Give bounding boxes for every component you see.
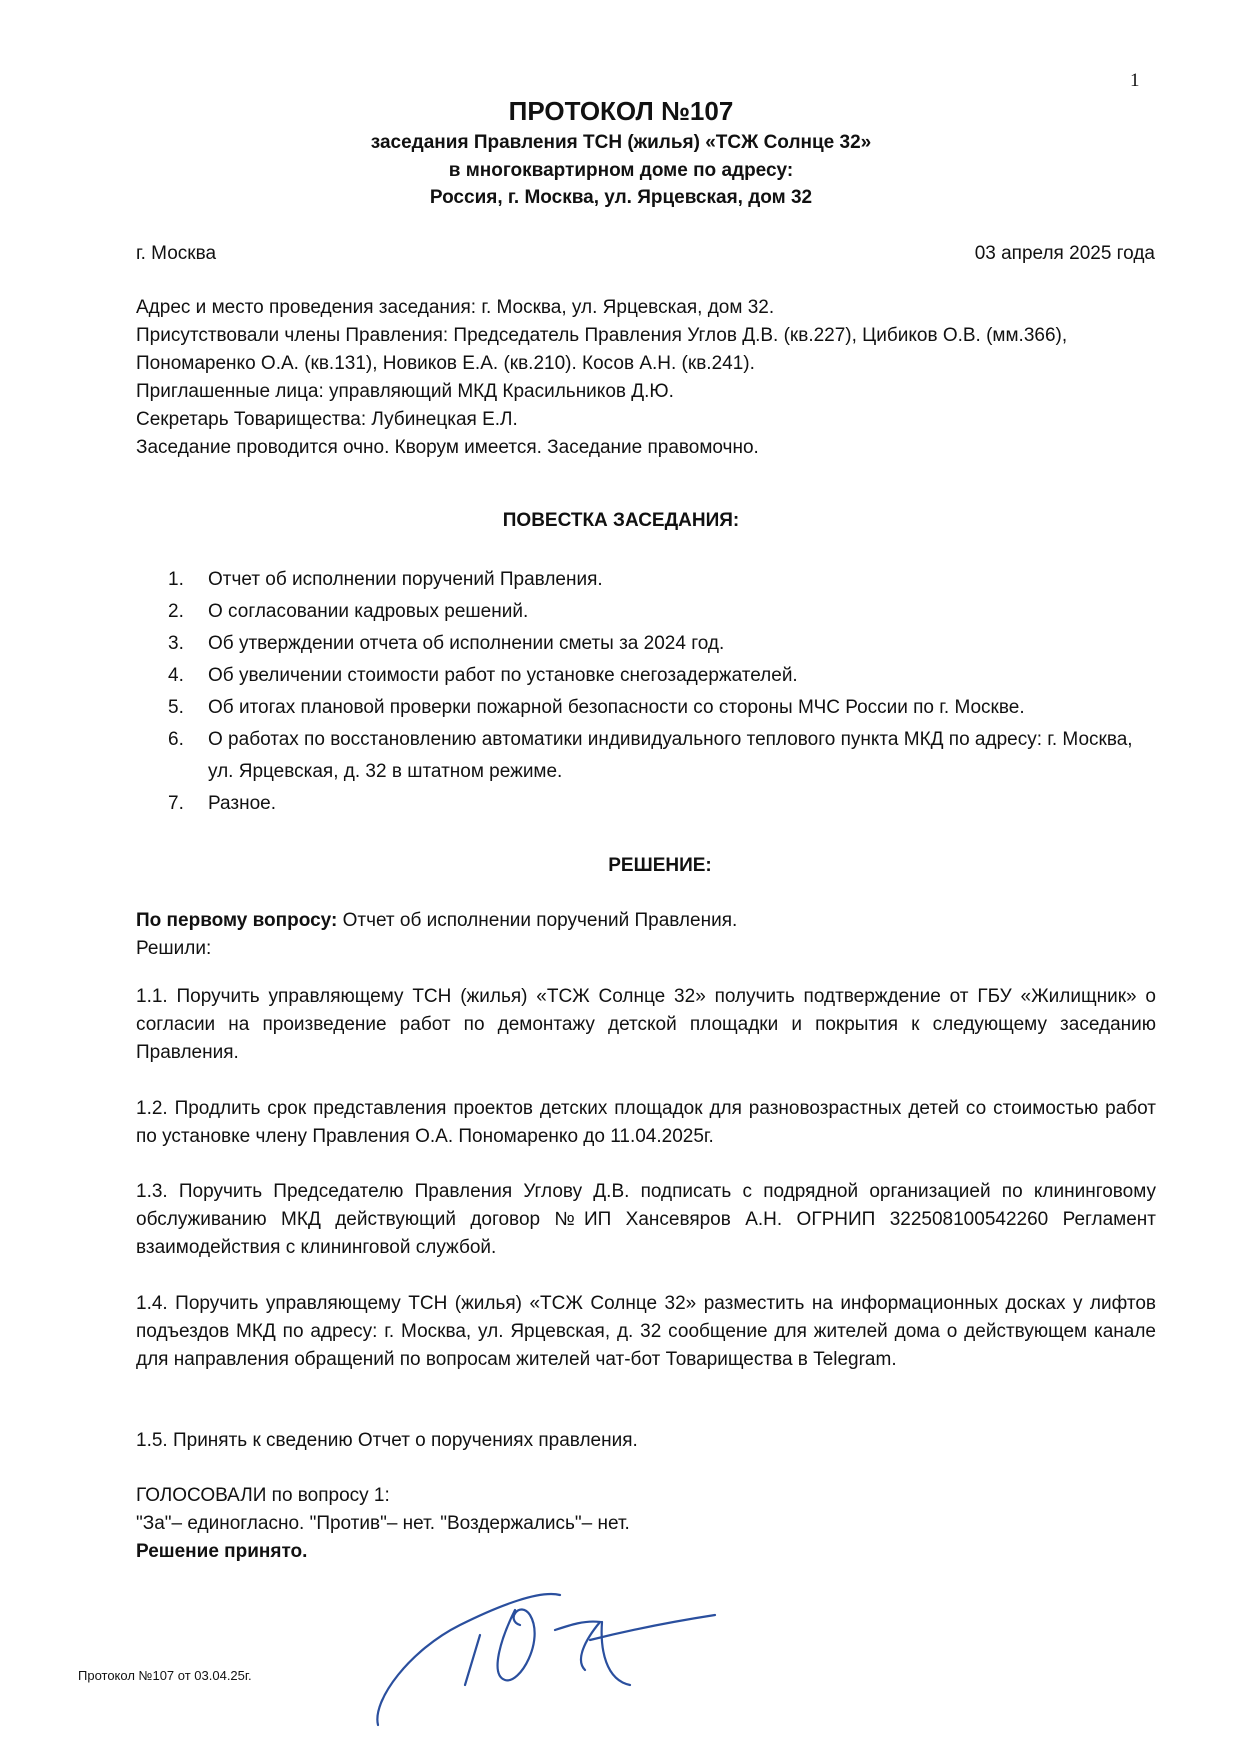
info-line: Адрес и место проведения заседания: г. Москва, ул. Ярцевская, дом 32. xyxy=(136,297,775,318)
info-line: Присутствовали члены Правления: Председатель Правления Углов Д.В. (кв.227), Цибиков О.В. (мм.366), xyxy=(136,325,1068,346)
vote-result: Решение принято. xyxy=(136,1541,308,1562)
info-line: Секретарь Товарищества: Лубинецкая Е.Л. xyxy=(136,409,518,430)
item-1-2: 1.2. Продлить срок представления проектов детских площадок для разновозрастных детей со стоимостью работ по установке члену Правления О.А. Пономаренко до 11.04.2025г. xyxy=(136,1098,1156,1147)
agenda-item: 5. Об итогах плановой проверки пожарной безопасности со стороны МЧС России по г. Москве. xyxy=(168,697,1025,718)
agenda-item: 6. О работах по восстановлению автоматики индивидуального теплового пункта МКД по адресу: г. Москва, ул. Ярцевская, д. 32 в штатном режиме. xyxy=(168,729,1133,782)
info-line: Заседание проводится очно. Кворум имеется. Заседание правомочно. xyxy=(136,437,759,458)
agenda-list xyxy=(168,564,1158,820)
decision-heading: РЕШЕНИЕ: xyxy=(608,855,712,876)
agenda-item: 3. Об утверждении отчета об исполнении сметы за 2024 год. xyxy=(168,633,725,654)
vote-line-2: "За"– единогласно. "Против"– нет. "Воздержались"– нет. xyxy=(136,1513,630,1534)
item-1-1: 1.1. Поручить управляющему ТСН (жилья) «ТСЖ Солнце 32» получить подтверждение от ГБУ «Жилищник» о согласии на произведение работ по демонтажу детской площадки и покрытия к следующему заседанию Правления. xyxy=(136,986,1156,1063)
agenda-item: 1. Отчет об исполнении поручений Правления. xyxy=(168,569,603,590)
question-1 xyxy=(136,907,1156,963)
subtitle-line-2: в многоквартирном доме по адресу: xyxy=(448,160,794,181)
agenda-item: 4. Об увеличении стоимости работ по установке снегозадержателей. xyxy=(168,665,798,686)
footer-protocol-ref: Протокол №107 от 03.04.25г. xyxy=(78,1668,252,1683)
item-1-5: 1.5. Принять к сведению Отчет о поручениях правления. xyxy=(136,1430,638,1451)
meeting-info xyxy=(136,294,1156,462)
decided-label: Решили: xyxy=(136,938,212,959)
item-1-3: 1.3. Поручить Председателю Правления Углову Д.В. подписать с подрядной организацией по клининговому обслуживанию МКД действующий договор №ИП Хансевяров А.Н. ОГРНИП 322508100542260 Регламент взаимодействия с клининговой службой. xyxy=(136,1181,1156,1258)
page-number: 1 xyxy=(1130,70,1140,91)
document-title: ПРОТОКОЛ №107 xyxy=(508,96,734,126)
agenda-item: 2. О согласовании кадровых решений. xyxy=(168,601,529,622)
signature xyxy=(370,1580,720,1745)
item-1-4: 1.4. Поручить управляющему ТСН (жилья) «ТСЖ Солнце 32» разместить на информационных досках у лифтов подъездов МКД по адресу: г. Москва, ул. Ярцевская, д. 32 сообщение для жителей дома о действующем канале для направления обращений по вопросам жителей чат-бот Товарищества в Telegram. xyxy=(136,1293,1156,1370)
question-1-label: По первому вопросу: xyxy=(136,910,338,931)
city: г. Москва xyxy=(136,243,217,264)
subtitle-line-1: заседания Правления ТСН (жилья) «ТСЖ Солнце 32» xyxy=(370,132,872,153)
vote-block xyxy=(136,1482,1156,1566)
agenda-item: 7. Разное. xyxy=(168,793,277,814)
info-line: Приглашенные лица: управляющий МКД Красильников Д.Ю. xyxy=(136,381,674,402)
agenda-heading: ПОВЕСТКА ЗАСЕДАНИЯ: xyxy=(502,510,740,531)
info-line: Пономаренко О.А. (кв.131), Новиков Е.А. (кв.210). Косов А.Н. (кв.241). xyxy=(136,353,755,374)
vote-line-1: ГОЛОСОВАЛИ по вопросу 1: xyxy=(136,1485,390,1506)
subtitle-line-3: Россия, г. Москва, ул. Ярцевская, дом 32 xyxy=(429,187,813,208)
document-date: 03 апреля 2025 года xyxy=(974,243,1155,264)
question-1-text: Отчет об исполнении поручений Правления. xyxy=(337,910,738,931)
